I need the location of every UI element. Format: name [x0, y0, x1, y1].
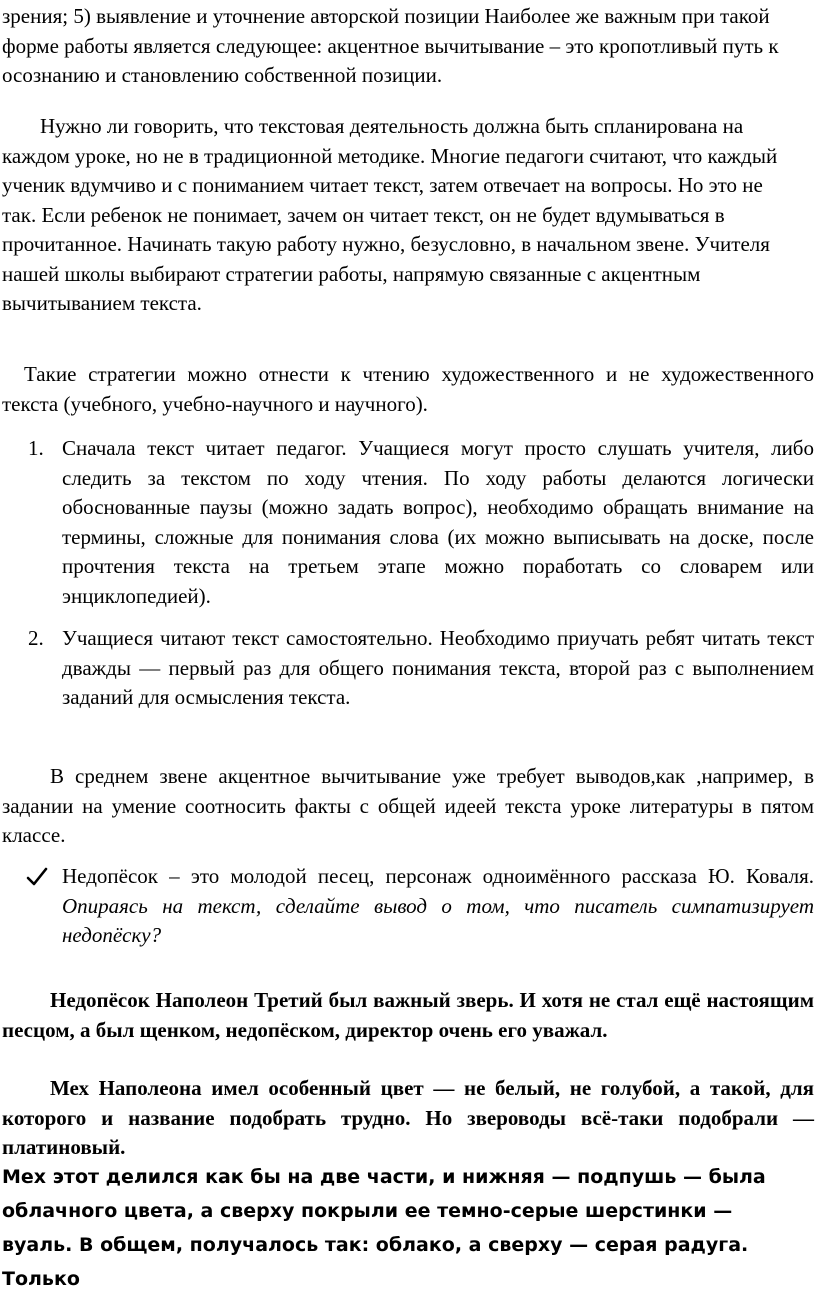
- intro-paragraph: зрения; 5) выявление и уточнение авторской позиции Наиболее же важным при такой форме работы является следующее: акцентное вычитывание – это кропотливый путь к осознанию и становлению собственной позиции.: [2, 4, 779, 87]
- list-item: [0, 624, 814, 713]
- task-item: [0, 862, 814, 951]
- middle-level-paragraph: В среднем звене акцентное вычитывание уже требует выводов,как ,например, в задании на умение соотносить факты с общей идеей текста уроке литературы в пятом классе.: [2, 764, 814, 847]
- list-item: [0, 434, 814, 611]
- list-number: 2.: [28, 626, 44, 650]
- list-number: 1.: [28, 436, 44, 460]
- numbered-list-item-1-container: [0, 434, 816, 611]
- task-lead-text: Недопёсок – это молодой песец, персонаж одноимённого рассказа Ю. Коваля.: [62, 864, 814, 888]
- excerpt-paragraph-3: Мех этот делился как бы на две части, и нижняя — подпушь — была облачного цвета, а сверху покрыли ее темно-серые шерстинки — вуаль. В общем, получалось так: облако, а сверху — серая радуга. Только: [2, 1166, 766, 1290]
- text-activity-paragraph: Нужно ли говорить, что текстовая деятельность должна быть спланирована на каждом уроке, но не в традиционной методике. Многие педагоги считают, что каждый ученик вдумчиво и с пониманием читает текст, затем отвечает на вопросы. Но это не так. Если ребенок не понимает, зачем он читает текст, он не будет вдумываться в прочитанное. Начинать такую работу нужно, безусловно, в начальном звене. Учителя нашей школы выбирают стратегии работы, напрямую связанные с акцентным вычитыванием текста.: [2, 114, 778, 315]
- excerpt-paragraph-2: Мех Наполеона имел особенный цвет — не белый, не голубой, а такой, для которого и название подобрать трудно. Но звероводы всё-таки подобрали — платиновый.: [2, 1076, 814, 1159]
- excerpt-paragraph-1: Недопёсок Наполеон Третий был важный зверь. И хотя не стал ещё настоящим песцом, а был щенком, недопёском, директор очень его уважал.: [2, 988, 814, 1042]
- numbered-list-item-2-container: [0, 624, 816, 713]
- task-question-text: Опираясь на текст, сделайте вывод о том, что писатель симпатизирует недопёску?: [62, 893, 814, 947]
- task-list: [0, 862, 816, 951]
- list-item-text: Сначала текст читает педагог. Учащиеся могут просто слушать учителя, либо следить за текстом по ходу чтения. По ходу работы делаются логически обоснованные паузы (можно задать вопрос), необходимо обращать внимание на термины, сложные для понимания слова (их можно выписывать на доске, после прочтения текста на третьем этапе можно поработать со словарем или энциклопедией).: [62, 436, 814, 608]
- list-item-text: Учащиеся читают текст самостоятельно. Необходимо приучать ребят читать текст дважды — первый раз для общего понимания текста, второй раз с выполнением заданий для осмысления текста.: [62, 626, 814, 709]
- strategies-paragraph: Такие стратегии можно отнести к чтению художественного и не художественного текста (учебного, учебно-научного и научного).: [2, 362, 814, 416]
- checkmark-icon: [26, 866, 48, 888]
